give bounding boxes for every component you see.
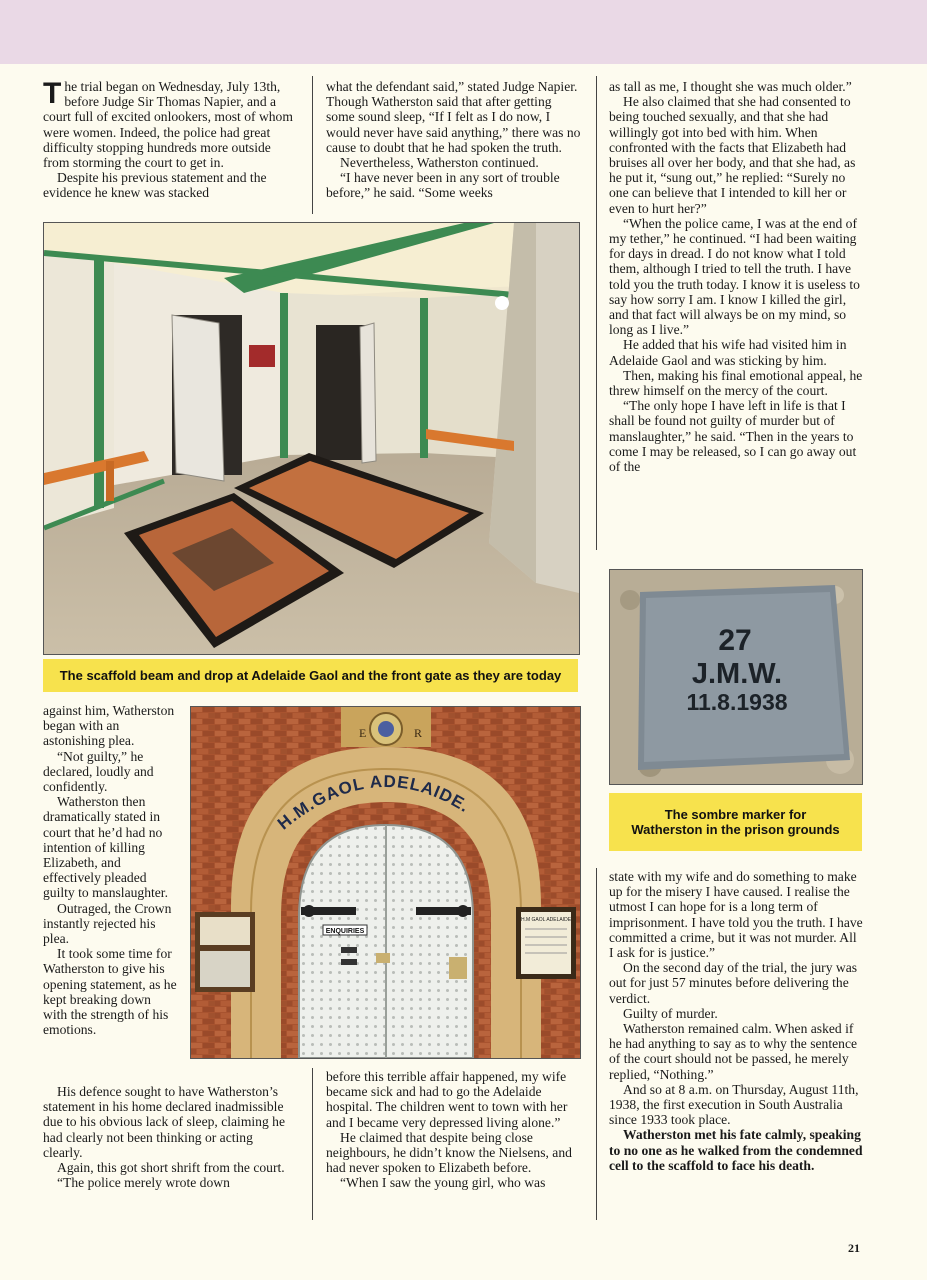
paragraph: Watherston then dramatically stated in court that he’d had no intention of killing Elizabeth, and effectively pleaded guilty to manslaughter.: [43, 794, 168, 901]
paragraph: And so at 8 a.m. on Thursday, August 11th, 1938, the first execution in South Australia since 1933 took place.: [609, 1081, 859, 1128]
gaol-gate-photo: [190, 706, 581, 1059]
paragraph: he trial began on Wednesday, July 13th, before Judge Sir Thomas Napier, and a court full of excited onlookers, most of whom were women. Indeed, the police had great difficulty stopping hundreds more outside from storming the court to get in.: [43, 79, 293, 171]
paragraph: It took some time for Watherston to give his opening statement, as he kept breaking down with the strength of his emotions.: [43, 946, 177, 1038]
paragraph: Guilty of murder.: [623, 1005, 718, 1021]
paragraph: His defence sought to have Watherston’s statement in his home declared inadmissible due to his obvious lack of sleep, claiming he had clearly not been thinking or acting clearly.: [43, 1084, 285, 1160]
column-rule: [312, 76, 313, 214]
paragraph: before this terrible affair happened, my wife became sick and had to go the Adelaide hospital. The children went to town with her and I became very depressed living alone.”: [326, 1069, 568, 1130]
paragraph: as tall as me, I thought she was much older.”: [609, 79, 852, 94]
page-number: 21: [848, 1241, 860, 1255]
paragraph: He added that his wife had visited him in Adelaide Gaol and was sticking by him.: [609, 337, 847, 368]
paragraph: Nevertheless, Watherston continued.: [340, 155, 539, 171]
paragraph: On the second day of the trial, the jury was out for just 57 minutes before delivering the verdict.: [609, 960, 858, 1006]
scaffold-caption: The scaffold beam and drop at Adelaide Gaol and the front gate as they are today: [43, 659, 578, 692]
paragraph: state with my wife and do something to make up for the misery I have caused. I realise the utmost I can hope for is a long term of imprisonment. I have told you the truth. I have committed a crime, but it was not murder. All I ask for is justice.”: [609, 869, 863, 961]
column-2-bottom: [326, 1069, 582, 1191]
paragraph: “Not guilty,” he declared, loudly and confidently.: [43, 748, 154, 795]
top-color-band: [0, 0, 927, 64]
paragraph: “The only hope I have left in life is that I shall be found not guilty of murder but of manslaughter,” he said. “Then in the years to come I may be released, so I can go away out of the: [609, 398, 857, 475]
marker-initials: J.M.W.: [691, 658, 783, 690]
column-1-bottom: [43, 1084, 295, 1190]
paragraph: Then, making his final emotional appeal, he threw himself on the mercy of the court.: [609, 367, 863, 399]
paragraph: Again, this got short shrift from the court.: [57, 1160, 285, 1176]
paragraph: what the defendant said,” stated Judge Napier. Though Watherston said that after getting some sound sleep, “If I felt as I do now, I would never have said anything,” there was no cause to doubt that he had spoken the truth.: [326, 79, 581, 155]
monogram-left: E: [359, 726, 367, 740]
column-rule: [312, 1068, 313, 1220]
paragraph: He also claimed that she had consented to being touched sexually, and that she had willingly got into bed with him. When confronted with the facts that Elizabeth had bruises all over her body, and that she had, as he put it, “sung out,” he replied: “Surely no one can believe that I intended to kill her or even to hurt her?”: [609, 94, 856, 216]
notice-board-title: H.M GAOL ADELAIDE: [520, 917, 572, 923]
paragraph: He claimed that despite being close neighbours, he didn’t know the Nielsens, and had never spoken to Elizabeth before.: [326, 1129, 572, 1176]
column-1-top: [43, 79, 295, 201]
column-rule: [596, 76, 597, 550]
marker-date: 11.8.1938: [686, 689, 788, 715]
paragraph: against him, Watherston began with an astonishing plea.: [43, 703, 175, 749]
paragraph-bold: Watherston met his fate calmly, speaking to no one as he walked from the condemned cell to the scaffold to face his death.: [609, 1127, 863, 1173]
enquiries-sign: ENQUIRIES: [325, 928, 365, 935]
column-2-top: [326, 79, 582, 201]
paragraph: Watherston remained calm. When asked if he had anything to say as to why the sentence of the court should not be passed, he merely replied, “Nothing.”: [609, 1021, 858, 1082]
monogram-right: R: [414, 726, 423, 740]
paragraph: “I have never been in any sort of trouble before,” he said. “Some weeks: [326, 170, 560, 201]
arch-lettering: H.M.GAOL ADELAIDE.: [274, 771, 474, 834]
marker-number: 27: [718, 624, 752, 657]
scaffold-photo: [43, 222, 580, 655]
paragraph: “When I saw the young girl, who was: [340, 1175, 546, 1191]
marker-caption: The sombre marker for Watherston in the prison grounds: [609, 793, 862, 851]
paragraph: Despite his previous statement and the evidence he knew was stacked: [43, 170, 267, 201]
drop-cap: T: [43, 77, 62, 110]
column-1-middle: [43, 703, 178, 1037]
column-3-bottom: [609, 869, 863, 1173]
paragraph: “When the police came, I was at the end of my tether,” he continued. “I had been waiting for days in dread. I do not know what I told them, although I tried to tell the truth. I have told you the truth today. I know it is useless to say how sorry I am. I know I killed the girl, and that fact will always be on my mind, so long as I live.”: [609, 215, 860, 338]
column-3-top: [609, 79, 863, 474]
column-rule: [596, 868, 597, 1220]
paragraph: “The police merely wrote down: [57, 1175, 230, 1191]
paragraph: Outraged, the Crown instantly rejected his plea.: [43, 900, 172, 947]
marker-stone-photo: [609, 569, 863, 785]
